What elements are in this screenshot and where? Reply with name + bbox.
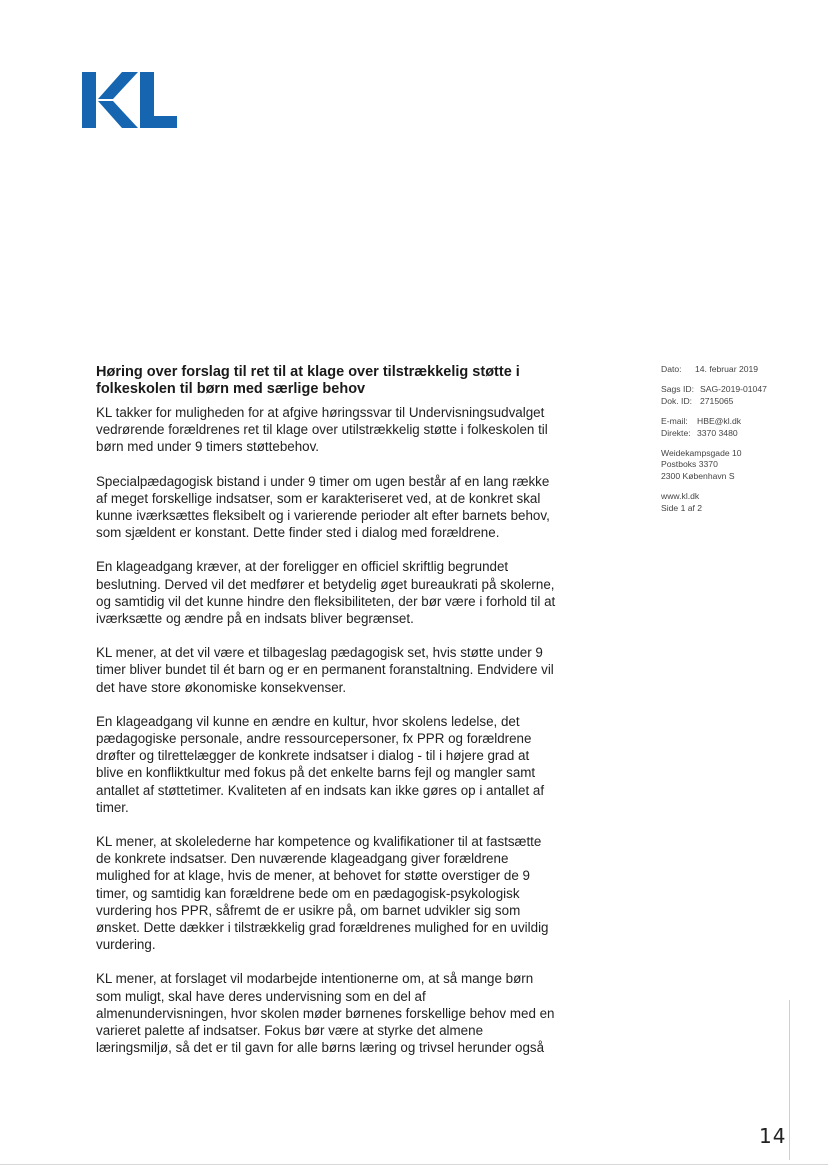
paragraph-4: KL mener, at det vil være et tilbageslag pædagogisk set, hvis støtte under 9 timer bliver bundet til ét barn og er en permanent foranstaltning. Endvidere vil det have store økonomiske konsekvenser. (96, 645, 554, 695)
id-block (661, 384, 811, 407)
scan-edge-line (789, 1000, 790, 1160)
letter-title: Høring over forslag til ret til at klage over tilstrækkelig støtte i folkeskolen til børn med særlige behov (96, 364, 520, 397)
paragraph-6: KL mener, at skolelederne har kompetence og kvalifikationer til at fastsætte de konkrete indsatser. Den nuværende klageadgang giver forældrene mulighed for at klage, hvis de mener, at behovet for støtte overstiger de 9 timer, og samtidig kan forældrene bede om en pædagogisk-psykologisk vurdering hos PPR, såfremt de er usikre på, om barnet udvikler sig som ønsket. Dette dækker i tilstrækkelig grad forældrenes mulighed for en uvildig vurdering. (96, 834, 549, 953)
address-block (661, 448, 811, 482)
address-box: Postboks 3370 (661, 459, 718, 470)
sags-label: Sags ID: (661, 384, 694, 395)
paragraph-1: KL takker for muligheden for at afgive høringssvar til Undervisningsudvalget vedrørende forældrenes ret til klage over utilstrækkelig støtte i folkeskolen til børn med under 9 timers støttebehov. (96, 405, 548, 455)
letter-sidebar (661, 364, 811, 523)
web-block (661, 491, 811, 514)
email-label: E-mail: (661, 416, 688, 427)
date-label: Dato: (661, 364, 682, 374)
kl-logo (80, 68, 178, 132)
address-street: Weidekampsgade 10 (661, 448, 742, 459)
website: www.kl.dk (661, 491, 700, 502)
letter-body (96, 364, 556, 1074)
date-value: 14. februar 2019 (695, 364, 759, 374)
address-city: 2300 København S (661, 470, 735, 481)
paragraph-3: En klageadgang kræver, at der foreligger en officiel skriftlig begrundet beslutning. Derved vil det medfører et betydelig øget bureaukrati på skolerne, og samtidig vil det kunne hindre den fleksibiliteten, der bør være i forhold til at iværksætte og ændre på en indsats bliver begrænset. (96, 559, 556, 627)
sags-value: SAG-2019-01047 (700, 384, 767, 395)
kl-logo-mark (80, 68, 178, 132)
scan-bottom-line (0, 1164, 828, 1165)
dok-value: 2715065 (700, 395, 734, 406)
page-indicator: Side 1 af 2 (661, 502, 703, 513)
date-block (661, 364, 811, 375)
paragraph-2: Specialpædagogisk bistand i under 9 timer om ugen består af en lang række af meget forskellige indsatser, som er karakteriseret ved, at de konkret skal kunne iværksættes fleksibelt og i varierende perioder alt efter barnets behov, som sjældent er konstant. Dette finder sted i dialog med forældrene. (96, 473, 550, 541)
direkte-label: Direkte: (661, 427, 691, 438)
direkte-value: 3370 3480 (697, 427, 738, 438)
email-value: HBE@kl.dk (697, 416, 742, 427)
contact-block (661, 416, 811, 439)
dok-label: Dok. ID: (661, 395, 693, 406)
paragraph-7: KL mener, at forslaget vil modarbejde intentionerne om, at så mange børn som muligt, skal have deres undervisning som en del af almenundervisningen, hvor skolen møder børnenes forskellige behov med en varieret palette af indsatser. Fokus bør være at styrke det almene læringsmiljø, så det er til gavn for alle børns læring og trivsel herunder også (96, 971, 555, 1056)
handwritten-page-number: 14 (759, 1124, 787, 1148)
paragraph-5: En klageadgang vil kunne en ændre en kultur, hvor skolens ledelse, det pædagogiske personale, andre ressourcepersoner, fx PPR og forældrene drøfter og tilrettelægger de konkrete indsatser i dialog - til i højere grad at blive en konfliktkultur med fokus på det enkelte barns fejl og mangler samt antallet af støttetimer. Kvaliteten af en indsats kan ikke gøres op i antallet af timer. (96, 713, 545, 815)
